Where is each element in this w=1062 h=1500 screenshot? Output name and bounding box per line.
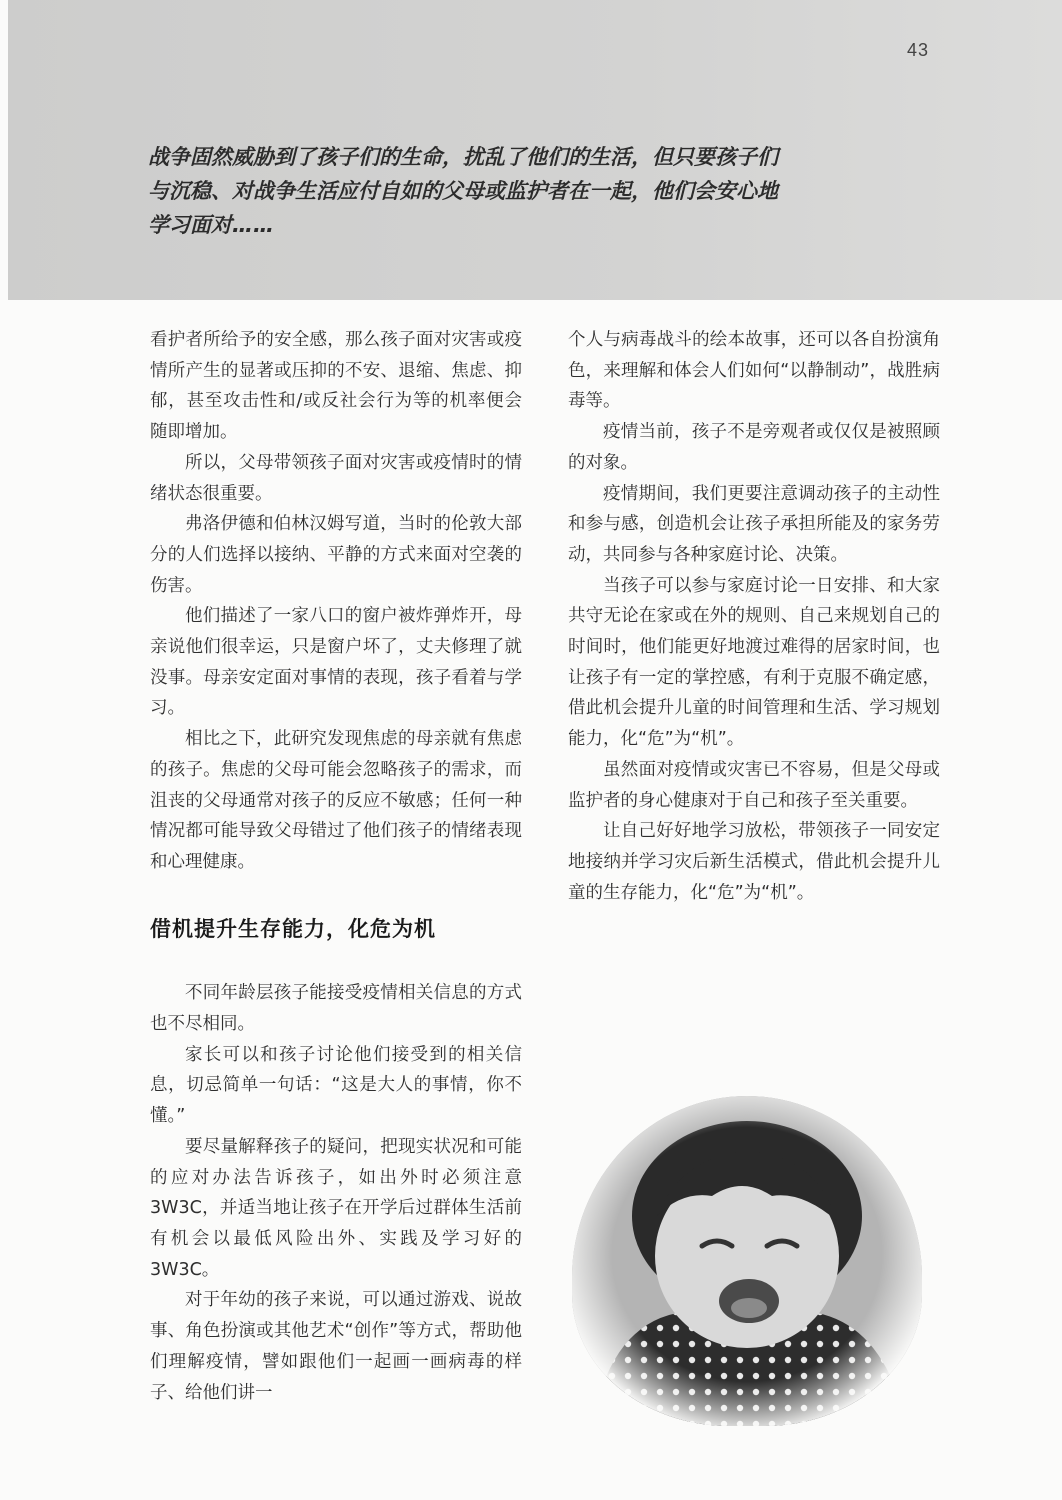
paragraph: 所以，父母带领孩子面对灾害或疫情时的情绪状态很重要。 bbox=[150, 452, 522, 504]
paragraph: 看护者所给予的安全感，那么孩子面对灾害或疫情所产生的显著或压抑的不安、退缩、焦虑、抑郁，甚至攻击性和/或反社会行为等的机率便会随即增加。 bbox=[150, 330, 522, 443]
pull-quote: 战争固然威胁到了孩子们的生命，扰乱了他们的生活，但只要孩子们与沉稳、对战争生活应付自如的父母或监护者在一起，他们会安心地学习面对…… bbox=[148, 145, 778, 237]
page-number: 43 bbox=[906, 40, 930, 60]
right-column bbox=[568, 325, 940, 908]
paragraph: 不同年龄层孩子能接受疫情相关信息的方式也不尽相同。 bbox=[150, 983, 522, 1035]
paragraph: 弗洛伊德和伯林汉姆写道，当时的伦敦大部分的人们选择以接纳、平静的方式来面对空袭的伤害。 bbox=[150, 514, 522, 596]
paragraph: 个人与病毒战斗的绘本故事，还可以各自扮演角色，来理解和体会人们如何“以静制动”，战胜病毒等。 bbox=[568, 330, 940, 412]
paragraph: 家长可以和孩子讨论他们接受到的相关信息，切忌简单一句话：“这是大人的事情，你不懂。” bbox=[150, 1044, 522, 1127]
paragraph: 让自己好好地学习放松，带领孩子一同安定地接纳并学习灾后新生活模式，借此机会提升儿童的生存能力，化“危”为“机”。 bbox=[568, 821, 940, 903]
paragraph: 虽然面对疫情或灾害已不容易，但是父母或监护者的身心健康对于自己和孩子至关重要。 bbox=[568, 759, 940, 811]
paragraph: 要尽量解释孩子的疑问，把现实状况和可能的应对办法告诉孩子，如出外时必须注意3W3C，并适当地让孩子在开学后过群体生活前有机会以最低风险出外、实践及学习好的3W3C。 bbox=[150, 1136, 522, 1280]
paragraph: 当孩子可以参与家庭讨论一日安排、和大家共守无论在家或在外的规则、自己来规划自己的时间时，他们能更好地渡过难得的居家时间，也让孩子有一定的掌控感，有利于克服不确定感，借此机会提升儿童的时间管理和生活、学习规划能力，化“危”为“机”。 bbox=[568, 575, 940, 750]
left-column bbox=[150, 325, 522, 1408]
baby-photo-illustration bbox=[572, 1096, 922, 1426]
paragraph: 相比之下，此研究发现焦虑的母亲就有焦虑的孩子。焦虑的父母可能会忽略孩子的需求，而沮丧的父母通常对孩子的反应不敏感；任何一种情况都可能导致父母错过了他们孩子的情绪表现和心理健康。 bbox=[150, 729, 522, 872]
paragraph: 疫情当前，孩子不是旁观者或仅仅是被照顾的对象。 bbox=[568, 422, 940, 473]
paragraph: 他们描述了一家八口的窗户被炸弹炸开，母亲说他们很幸运，只是窗户坏了，丈夫修理了就没事。母亲安定面对事情的表现，孩子看着与学习。 bbox=[150, 606, 522, 719]
section-heading: 借机提升生存能力，化危为机 bbox=[150, 916, 436, 941]
paragraph: 对于年幼的孩子来说，可以通过游戏、说故事、角色扮演或其他艺术“创作”等方式，帮助他们理解疫情，譬如跟他们一起画一画病毒的样子、给他们讲一 bbox=[150, 1290, 522, 1403]
paragraph: 疫情期间，我们更要注意调动孩子的主动性和参与感，创造机会让孩子承担所能及的家务劳动，共同参与各种家庭讨论、决策。 bbox=[568, 483, 940, 565]
baby-photo bbox=[572, 1096, 922, 1426]
